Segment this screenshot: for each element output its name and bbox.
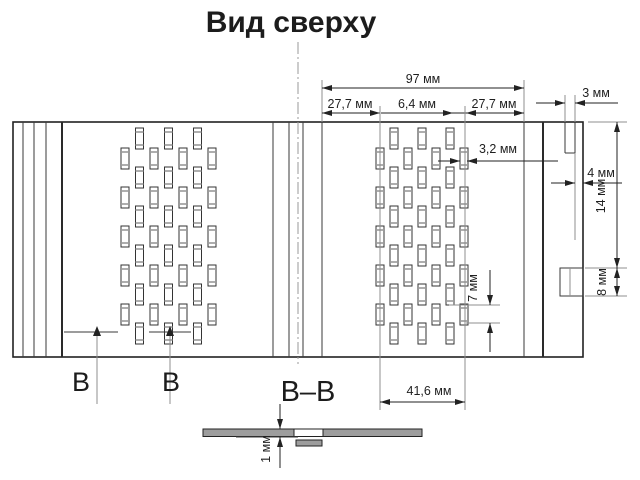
svg-text:27,7 мм: 27,7 мм [327, 97, 373, 111]
edge-tab [560, 268, 583, 296]
louver-slot [121, 148, 129, 169]
louver-slot [446, 206, 454, 227]
dimension-tab-top-offset [585, 122, 627, 268]
louver-slot [404, 187, 412, 208]
section-slot-opening [294, 429, 323, 437]
louver-slot [179, 187, 187, 208]
louver-slot [418, 167, 426, 188]
field-extension-lines [380, 106, 465, 410]
svg-text:8 мм: 8 мм [595, 268, 609, 296]
louver-slot [390, 206, 398, 227]
louver-slot [390, 128, 398, 149]
louver-slot [208, 226, 216, 247]
louver-slot [165, 206, 173, 227]
louver-slot [121, 265, 129, 286]
louver-slot-field [121, 128, 468, 344]
louver-slot [446, 128, 454, 149]
section-louver-tab [296, 440, 322, 446]
dimension-edge-gap [551, 166, 622, 183]
louver-slot [390, 245, 398, 266]
louver-slot [194, 245, 202, 266]
louver-slot [404, 265, 412, 286]
louver-slot [418, 284, 426, 305]
louver-slot [136, 284, 144, 305]
louver-slot [165, 167, 173, 188]
louver-slot [460, 148, 468, 169]
louver-slot [432, 265, 440, 286]
svg-text:4 мм: 4 мм [587, 166, 615, 180]
louver-slot [432, 304, 440, 325]
top-edge-slot [565, 95, 575, 240]
section-view [203, 376, 422, 468]
louver-slot [150, 265, 158, 286]
svg-text:1 мм: 1 мм [259, 435, 273, 463]
svg-text:41,6 мм: 41,6 мм [406, 384, 452, 398]
louver-slot [460, 304, 468, 325]
louver-slot [418, 323, 426, 344]
louver-slot [418, 206, 426, 227]
louver-slot [446, 167, 454, 188]
dimension-slot-width [438, 142, 558, 161]
louver-slot [446, 323, 454, 344]
drawing-title: Вид сверху [205, 6, 377, 39]
louver-slot [432, 226, 440, 247]
louver-slot [121, 187, 129, 208]
louver-slot [165, 245, 173, 266]
louver-slot [179, 304, 187, 325]
louver-slot [208, 265, 216, 286]
louver-slot [179, 265, 187, 286]
louver-slot [432, 187, 440, 208]
louver-slot [179, 226, 187, 247]
svg-text:6,4 мм: 6,4 мм [397, 97, 437, 111]
dimension-column-pitch [381, 97, 466, 113]
louver-slot [121, 226, 129, 247]
louver-slot [390, 323, 398, 344]
louver-slot [136, 128, 144, 149]
louver-slot [150, 148, 158, 169]
louver-slot [179, 148, 187, 169]
louver-slot [194, 167, 202, 188]
section-cut-indicators [64, 326, 191, 404]
svg-text:27,7 мм: 27,7 мм [471, 97, 517, 111]
dimension-tab-height [585, 268, 627, 296]
louver-slot [194, 284, 202, 305]
louver-slot [136, 323, 144, 344]
louver-slot [194, 206, 202, 227]
dimension-margin-left [322, 97, 380, 113]
svg-text:3,2 мм: 3,2 мм [478, 142, 518, 156]
cut-letter-left: В [71, 367, 91, 397]
cut-arrow-up-left-icon [93, 326, 101, 336]
louver-slot [208, 304, 216, 325]
louver-slot [208, 148, 216, 169]
louver-slot [390, 284, 398, 305]
svg-text:97 мм: 97 мм [405, 72, 441, 86]
dimension-margin-right [466, 97, 524, 113]
louver-slot [136, 206, 144, 227]
louver-slot [404, 226, 412, 247]
louver-slot [418, 245, 426, 266]
louver-slot [150, 304, 158, 325]
louver-slot [446, 245, 454, 266]
louver-slot [194, 323, 202, 344]
louver-slot [136, 167, 144, 188]
louver-slot [432, 148, 440, 169]
louver-slot [136, 245, 144, 266]
louver-slot [150, 226, 158, 247]
louver-slot [390, 167, 398, 188]
louver-slot [404, 304, 412, 325]
louver-slot [404, 148, 412, 169]
louver-slot [150, 187, 158, 208]
section-view-label: В–В [280, 376, 336, 408]
louver-slot [460, 187, 468, 208]
dimension-row-gap [449, 270, 500, 352]
dimension-top-slot-width [536, 86, 618, 103]
svg-text:3 мм: 3 мм [582, 86, 610, 100]
svg-text:7 мм: 7 мм [466, 274, 480, 302]
louver-slot [165, 284, 173, 305]
svg-text:14 мм: 14 мм [594, 178, 608, 214]
louver-slot [446, 284, 454, 305]
louver-slot [208, 187, 216, 208]
louver-slot [121, 304, 129, 325]
louver-slot [460, 226, 468, 247]
louver-slot [418, 128, 426, 149]
dimension-field-width [380, 384, 465, 402]
cut-letter-right: В [161, 367, 181, 397]
louver-slot [165, 128, 173, 149]
louver-slot [194, 128, 202, 149]
